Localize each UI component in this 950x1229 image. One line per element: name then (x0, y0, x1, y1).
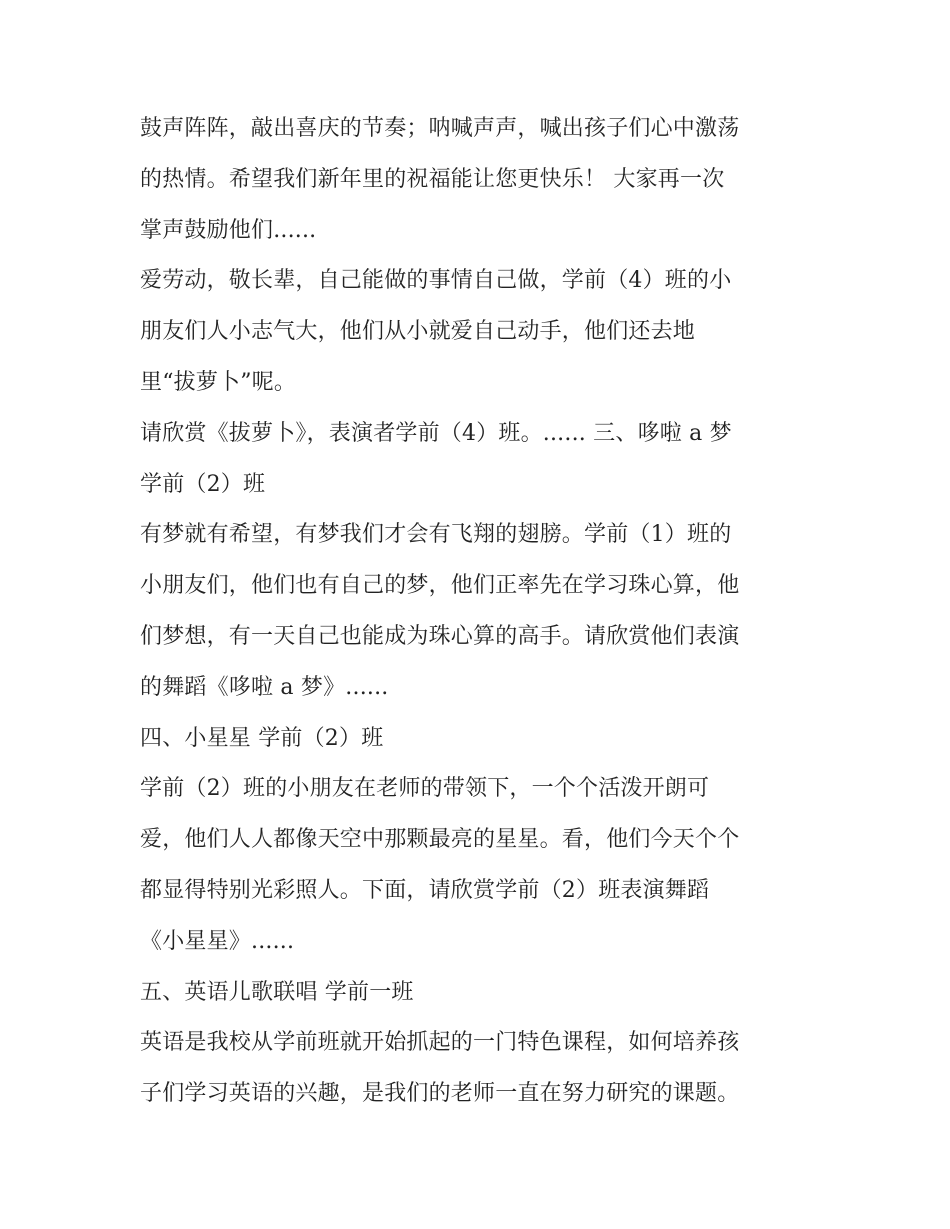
section-heading: 四、小星星 学前（2）班 (140, 725, 384, 751)
text-line: 请欣赏《拔萝卜》，表演者学前（4）班。...... 三、哆啦 a 梦 (140, 420, 732, 446)
text-line: 鼓声阵阵，敲出喜庆的节奏；呐喊声声，喊出孩子们心中激荡 (140, 116, 740, 141)
text-line: 掌声鼓励他们...... (140, 217, 317, 243)
document-body (140, 104, 820, 1120)
text-line: 《小星星》...... (140, 928, 295, 954)
text-line: 英语是我校从学前班就开始抓起的一门特色课程，如何培养孩 (140, 1030, 740, 1056)
text-line: 都显得特别光彩照人。下面，请欣赏学前（2）班表演舞蹈 (140, 877, 710, 903)
text-line: 们梦想，有一天自己也能成为珠心算的高手。请欣赏他们表演 (140, 623, 740, 649)
text-line: 学前（2）班 (140, 471, 266, 497)
text-line: 的舞蹈《哆啦 a 梦》...... (140, 674, 389, 700)
text-line: 爱，他们人人都像天空中那颗最亮的星星。看，他们今天个个 (140, 827, 740, 853)
text-line: 学前（2）班的小朋友在老师的带领下，一个个活泼开朗可 (140, 776, 710, 802)
text-line: 朋友们人小志气大，他们从小就爱自己动手，他们还去地 (140, 319, 696, 345)
text-line: 子们学习英语的兴趣，是我们的老师一直在努力研究的课题。 (140, 1081, 740, 1107)
text-line: 里“拔萝卜”呢。 (140, 369, 297, 395)
section-heading: 五、英语儿歌联唱 学前一班 (140, 979, 414, 1005)
text-line: 爱劳动，敬长辈，自己能做的事情自己做，学前（4）班的小 (140, 268, 732, 294)
text-line: 小朋友们，他们也有自己的梦，他们正率先在学习珠心算，他 (140, 573, 740, 599)
text-line: 有梦就有希望，有梦我们才会有飞翔的翅膀。学前（1）班的 (140, 522, 732, 548)
text-line: 的热情。希望我们新年里的祝福能让您更快乐！ 大家再一次 (140, 166, 725, 192)
